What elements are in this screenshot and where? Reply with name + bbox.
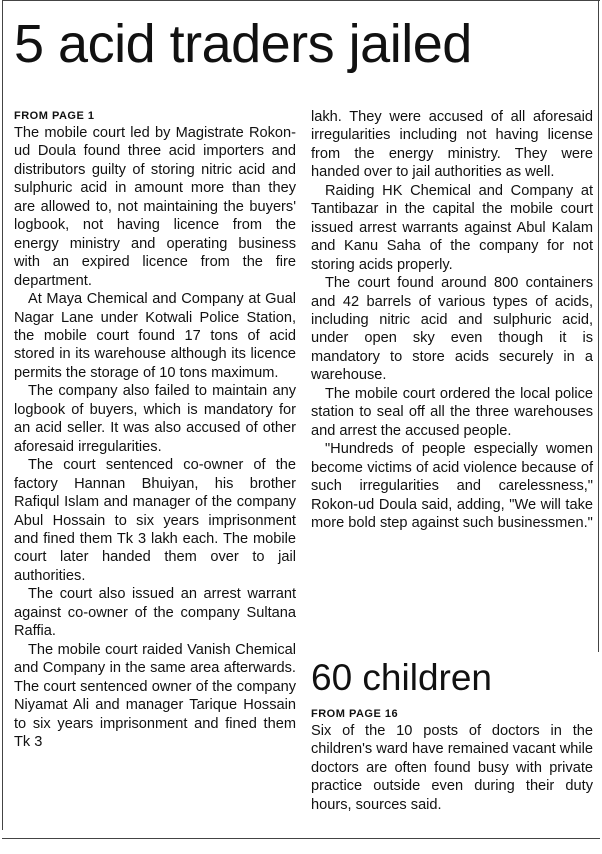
frame-left-rule: [2, 0, 3, 830]
frame-top-rule: [2, 0, 600, 1]
second-article-headline: 60 children: [311, 657, 493, 698]
frame-right-rule: [598, 0, 599, 652]
article-paragraph: "Hundreds of people especially women become victims of acid violence because of such irregularities and carelessness," Rokon-ud Doula said, adding, "We will take more bold step against such businessmen.": [311, 441, 593, 531]
article-paragraph: The court found around 800 containers and 42 barrels of various types of acids, including nitric acid and sulphuric acid, under open sky even though it is mandatory to store acids securely in a warehouse.: [311, 275, 593, 384]
article-paragraph: The mobile court ordered the local police station to seal off all the three warehouses and arrest the accused people.: [311, 385, 593, 439]
article-paragraph: At Maya Chemical and Company at Gual Nagar Lane under Kotwali Police Station, the mobile court found 17 tons of acid stored in its warehouse although its licence permits the storage of 10 tons maximum.: [14, 291, 296, 381]
article-paragraph: The court also issued an arrest warrant against co-owner of the company Sultana Raffia.: [14, 586, 296, 640]
article-column-left: [14, 108, 296, 751]
second-article-paragraph: Six of the 10 posts of doctors in the children's ward have remained vacant while doctors are often found busy with private practice outside even during their duty hours, sources said.: [311, 723, 593, 813]
second-article-column: [311, 706, 593, 814]
article-column-right: [311, 108, 593, 532]
article-headline: 5 acid traders jailed: [14, 14, 472, 74]
article-paragraph: The mobile court raided Vanish Chemical and Company in the same area afterwards. The court sentenced owner of the company Niyamat Ali and manager Tarique Hossain to six years imprisonment and fined them Tk 3: [14, 641, 296, 750]
article-paragraph: The company also failed to maintain any logbook of buyers, which is mandatory for an acid seller. It was also accused of other aforesaid irregularities.: [14, 383, 296, 455]
article-paragraph: lakh. They were accused of all aforesaid irregularities including not having license from the energy ministry. They were handed over to jail authorities as well.: [311, 109, 593, 181]
article-paragraph: The mobile court led by Magistrate Rokon-ud Doula found three acid importers and distributors guilty of storing nitric acid and sulphuric acid in amount more than they are allowed to, not maintaining the buyers' logbook, not having licence from the energy ministry and operating business with an expired licence from the fire department.: [14, 125, 296, 289]
article-dateline: FROM PAGE 1: [14, 110, 95, 122]
article-paragraph: The court sentenced co-owner of the factory Hannan Bhuiyan, his brother Rafiqul Islam and manager of the company Abul Hossain to six years imprisonment and fined them Tk 3 lakh each. The mobile court later handed them over to jail authorities.: [14, 457, 296, 584]
second-article-dateline: FROM PAGE 16: [311, 708, 399, 720]
article-paragraph: Raiding HK Chemical and Company at Tantibazar in the capital the mobile court issued arrest warrants against Abul Kalam and Kanu Saha of the company for not storing acids properly.: [311, 182, 593, 273]
frame-bottom-rule: [2, 838, 600, 839]
